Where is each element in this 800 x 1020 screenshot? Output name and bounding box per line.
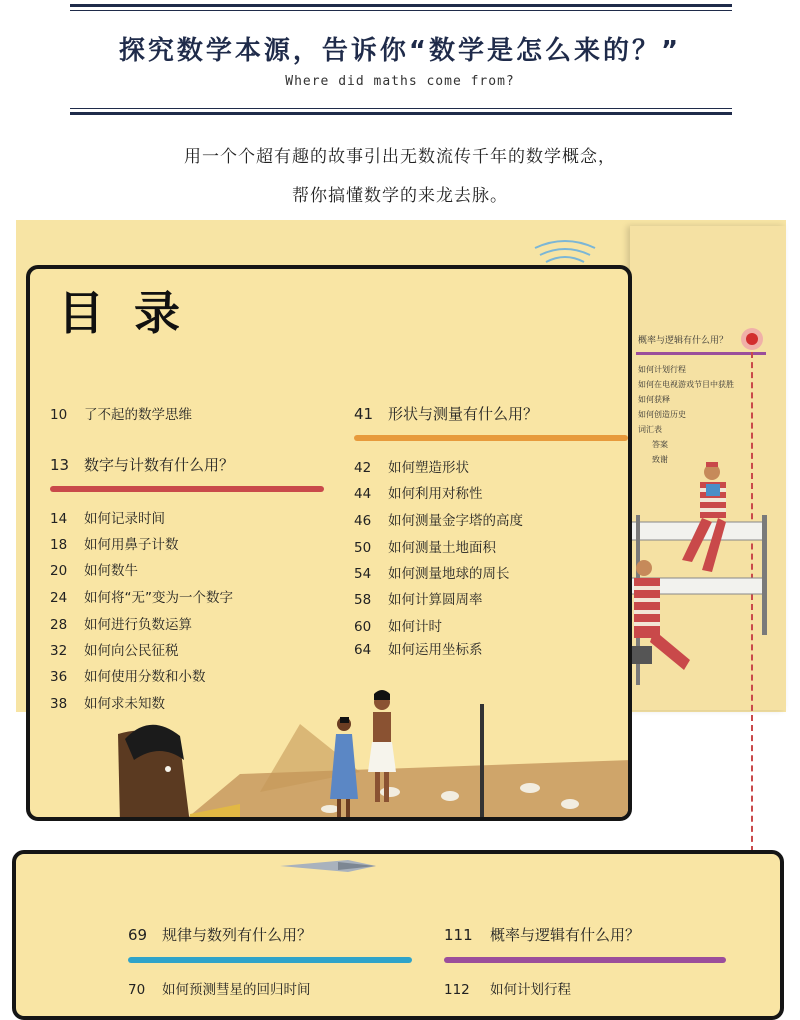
page-number: 10 [50,407,68,423]
preview-item: 如何在电视游戏节目中获胜 [638,380,734,389]
preview-item: 如何计划行程 [638,365,686,374]
page-number: 111 [444,926,473,944]
toc-entry: 64 如何运用坐标系 [354,642,483,658]
toc-entry: 54 如何测量地球的周长 [354,566,510,582]
toc-card [26,265,632,821]
section-heading [50,454,234,475]
section-bar-purple [444,957,726,963]
preview-item: 如何获释 [638,395,670,404]
preview-item: 词汇表 [638,425,662,434]
preview-section-heading: 概率与逻辑有什么用？ [638,336,729,346]
section-heading [444,924,640,945]
bottom-rule-thick [70,112,732,115]
toc-entry: 18 如何用鼻子计数 [50,537,179,553]
top-rule-thin [70,10,732,11]
section-label: 概率与逻辑有什么用？ [490,926,641,944]
page-subtitle: Where did maths come from? [285,74,515,89]
cloud-lines-decoration [530,236,600,266]
toc-entry: 44 如何利用对称性 [354,486,483,502]
intro-line-1: 用一个个超有趣的故事引出无数流传千年的数学概念， [184,147,616,167]
toc-entry: 28 如何进行负数运算 [50,617,192,633]
section-bar-blue [128,957,412,963]
section-label: 数字与计数有什么用？ [84,456,235,474]
toc-entry: 24 如何将“无”变为一个数字 [50,590,233,606]
toc-entry: 42 如何塑造形状 [354,460,469,476]
page-title: 探究数学本源，告诉你“数学是怎么来的？” [118,36,682,66]
toc-heading: 目录 [58,286,210,340]
section-bar-orange [354,435,628,441]
land-measuring-illustration [30,664,632,821]
section-label: 形状与测量有什么用？ [388,405,539,423]
toc-entry: 70 如何预测彗星的回归时间 [128,982,311,998]
comet-illustration [278,856,388,876]
toc-card-second [12,850,784,1020]
toc-entry: 112 如何计划行程 [444,982,571,998]
bottom-rule-thin [70,108,732,109]
toc-entry: 14 如何记录时间 [50,511,165,527]
section-bar-red [50,486,324,492]
page-number: 41 [354,405,374,423]
page-number: 69 [128,926,148,944]
preview-item: 如何创造历史 [638,410,686,419]
toc-entry: 20 如何数牛 [50,563,138,579]
toc-entry: 50 如何测量土地面积 [354,540,496,556]
red-marker-dot-inner [746,333,758,345]
toc-entry: 38 如何求未知数 [50,696,165,712]
preview-item: 答案 [652,440,668,449]
section-heading [128,924,312,945]
toc-entry: 36 如何使用分数和小数 [50,669,206,685]
section-heading [354,403,538,424]
intro-line-2: 帮你搞懂数学的来龙去脉。 [292,186,508,206]
entry-label: 了不起的数学思维 [84,407,192,423]
section-label: 规律与数列有什么用？ [162,926,313,944]
toc-entry: 46 如何测量金字塔的高度 [354,513,523,529]
preview-item: 致谢 [652,455,668,464]
toc-entry: 32 如何向公民征税 [50,643,179,659]
page-number: 13 [50,456,70,474]
toc-entry: 58 如何计算圆周率 [354,592,483,608]
prisoners-bunk-illustration [630,460,780,690]
toc-entry: 60 如何计时 [354,619,442,635]
toc-entry [50,403,192,423]
top-rule-thick [70,4,732,7]
preview-heading-bar [636,352,766,355]
